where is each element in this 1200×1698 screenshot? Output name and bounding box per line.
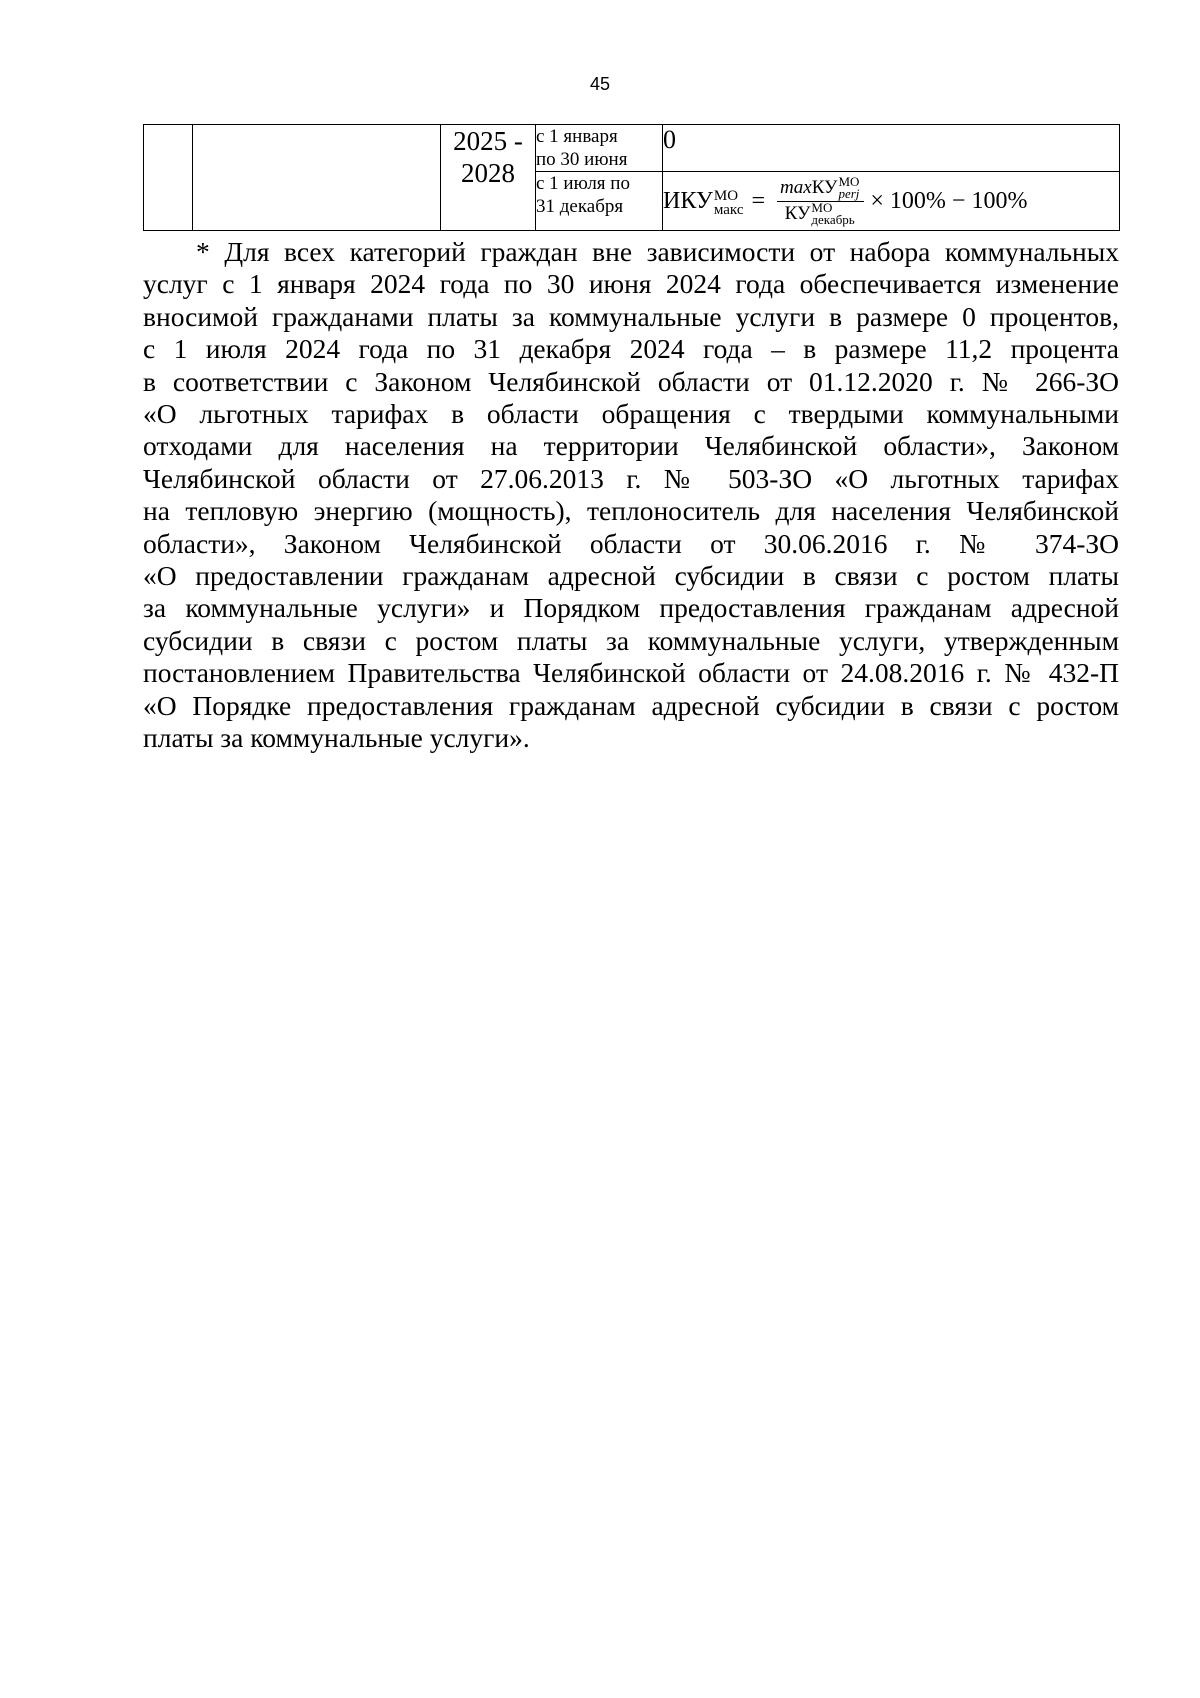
footnote-line: * Для всех категорий граждан вне зависимости от набора коммунальных (196, 236, 1119, 267)
footnote-line: области», Законом Челябинской области от 30.06.2016 г. № 374-ЗО (143, 527, 1119, 559)
page-number: 45 (589, 74, 611, 94)
footnote-line: «О льготных тарифах в области обращения с твердыми коммунальными (143, 398, 1119, 430)
empty-cell-number (144, 125, 193, 231)
formula-num-sub: perj (838, 186, 860, 201)
value-cell (663, 125, 1120, 172)
formula-den-scripts (811, 202, 854, 226)
formula-num-sup: МО (838, 174, 860, 189)
footnote-line: за коммунальные услуги» и Порядком предоставления гражданам адресной (143, 592, 1119, 624)
formula-tail: × 100% − 100% (870, 187, 1028, 214)
formula-num-base: КУ (811, 177, 838, 198)
table-row (144, 125, 1120, 172)
footnote-line: на тепловую энергию (мощность), теплоноситель для населения Челябинской (143, 495, 1119, 527)
period-cell (536, 125, 663, 172)
formula-lhs: ИКУ (663, 187, 713, 214)
footnote-line: вносимой гражданами платы за коммунальные услуги в размере 0 процентов, (143, 300, 1119, 332)
footnote-line: услуг с 1 января 2024 года по 30 июня 2024 года обеспечивается изменение (143, 268, 1119, 300)
period-label: с 1 июля по 31 декабря (536, 173, 630, 217)
footnote-line: с 1 июля 2024 года по 31 декабря 2024 года – в размере 11,2 процента (143, 333, 1119, 365)
formula-num-scripts (838, 176, 859, 200)
formula-lhs-sub: макс (713, 202, 744, 218)
period-label: с 1 января по 30 июня (536, 126, 628, 170)
footnote-line: «О Порядке предоставления гражданам адресной субсидии в связи с ростом (143, 689, 1119, 721)
formula-lhs-scripts (714, 189, 744, 217)
formula-num-prefix: max (780, 177, 812, 198)
year-range: 2025 - 2028 (453, 126, 523, 188)
empty-cell-category (193, 125, 441, 231)
formula-fraction (777, 176, 864, 226)
footnote-line: отходами для населения на территории Челябинской области», Законом (143, 430, 1119, 462)
footnote-line: платы за коммунальные услуги». (143, 722, 530, 754)
value-text: 0 (663, 125, 676, 154)
formula-numerator (777, 176, 864, 202)
footnote-line: «О предоставлении гражданам адресной субсидии в связи с ростом платы (143, 560, 1119, 592)
formula-den-sub: декабрь (811, 212, 855, 227)
formula (663, 172, 1119, 230)
footnote-paragraph (143, 236, 1119, 755)
formula-den-sup: МО (811, 200, 833, 215)
formula-cell (663, 172, 1120, 231)
footnote-line: в соответствии с Законом Челябинской области от 01.12.2020 г. № 266-ЗО (143, 365, 1119, 397)
rates-table (143, 124, 1120, 231)
footnote-line: Челябинской области от 27.06.2013 г. № 503-ЗО «О льготных тарифах (143, 462, 1119, 494)
formula-den-base: КУ (784, 203, 811, 224)
formula-equals: = (751, 187, 766, 214)
footnote-line: постановлением Правительства Челябинской области от 24.08.2016 г. № 432-П (143, 657, 1119, 689)
period-cell (536, 172, 663, 231)
year-range-cell (441, 125, 536, 231)
footnote-line: субсидии в связи с ростом платы за коммунальные услуги, утвержденным (143, 624, 1119, 656)
formula-lhs-sup: МО (713, 188, 739, 204)
formula-denominator (782, 202, 860, 226)
